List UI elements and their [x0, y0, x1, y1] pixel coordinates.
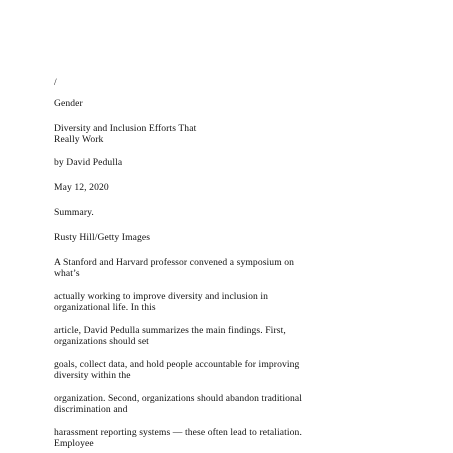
- byline: by David Pedulla: [54, 157, 123, 168]
- article-title-line-1: Diversity and Inclusion Efforts That: [54, 123, 197, 134]
- body-line: organizations should set: [54, 336, 149, 347]
- summary-label: Summary.: [54, 207, 94, 218]
- body-line: discrimination and: [54, 404, 128, 415]
- body-line: organizational life. In this: [54, 302, 156, 313]
- category-label: Gender: [54, 98, 83, 109]
- body-line: diversity within the: [54, 370, 131, 381]
- body-line: harassment reporting systems — these often lead to retaliation.: [54, 427, 302, 438]
- image-credit: Rusty Hill/Getty Images: [54, 232, 151, 243]
- body-line: actually working to improve diversity and inclusion in: [54, 291, 269, 302]
- body-line: what’s: [54, 268, 80, 279]
- body-line: goals, collect data, and hold people accountable for improving: [54, 359, 300, 370]
- publish-date: May 12, 2020: [54, 182, 109, 193]
- article-title-line-2: Really Work: [54, 134, 104, 145]
- body-line: Employee: [54, 438, 94, 449]
- body-line: organization. Second, organizations should abandon traditional: [54, 393, 303, 404]
- slash-mark: /: [54, 77, 57, 88]
- body-line: A Stanford and Harvard professor convened a symposium on: [54, 257, 295, 268]
- body-line: article, David Pedulla summarizes the main findings. First,: [54, 325, 286, 336]
